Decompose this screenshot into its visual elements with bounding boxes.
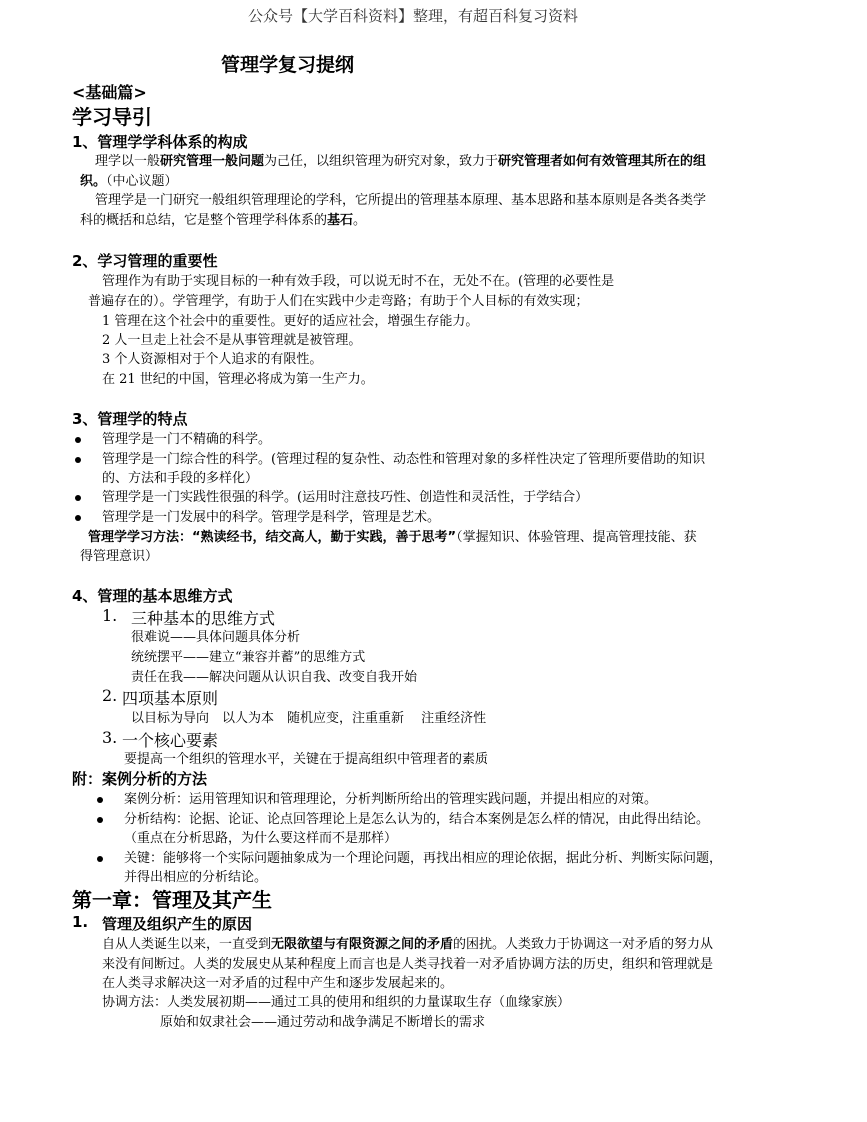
section-1-para-1b: 织。（中心议题）	[80, 174, 178, 189]
section-2-line-4: 2 人一旦走上社会不是从事管理就是被管理。	[102, 333, 362, 348]
section-1-para-1a: 理学以一般研究管理一般问题为己任，以组织管理为研究对象，致力于研究管理者如何有效管理其所在的组	[95, 154, 707, 169]
appendix-title: 附：案例分析的方法	[72, 770, 208, 788]
principle-3-number: 3.	[102, 728, 118, 747]
section-1-para-2b: 科的概括和总结，它是整个管理学科体系的基石。	[80, 213, 367, 228]
chapter-1-section-number: 1.	[72, 913, 89, 931]
section-3-bullet-2a: 管理学是一门综合性的科学。(管理过程的复杂性、动态性和管理对象的多样性决定了管理所要借助的知识	[102, 452, 706, 467]
section-2-line-2: 普遍存在的）。学管理学，有助于人们在实践中少走弯路；有助于个人目标的有效实现；	[88, 294, 589, 309]
principle-2-number: 2.	[102, 686, 118, 705]
chapter-1-para-1a: 自从人类诞生以来，一直受到无限欲望与有限资源之间的矛盾的困扰。人类致力于协调这一对矛盾的努力从	[102, 937, 714, 952]
appendix-bullet-3b: 并得出相应的分析结论。	[124, 870, 268, 885]
principle-3-title: 一个核心要素	[122, 731, 219, 750]
principle-1-number: 1.	[102, 606, 118, 625]
section-2-title: 2、学习管理的重要性	[72, 252, 218, 270]
section-3-bullet-2b: 的、方法和手段的多样化）	[102, 471, 259, 486]
appendix-bullet-2a: 分析结构：论据、论证、论点回答理论上是怎么认为的，结合本案例是怎么样的情况，由此得出结论。	[124, 812, 710, 827]
guide-heading: 学习导引	[72, 105, 152, 129]
chapter-1-para-2: 协调方法：人类发展初期——通过工具的使用和组织的力量谋取生存（血缘家族）	[102, 995, 571, 1010]
header-watermark: 公众号【大学百科资料】整理，有超百科复习资料	[248, 7, 579, 25]
section-2-line-1: 管理作为有助于实现目标的一种有效手段，可以说无时不在，无处不在。(管理的必要性是	[102, 274, 615, 289]
section-2-line-6: 在 21 世纪的中国，管理必将成为第一生产力。	[102, 372, 374, 387]
section-3-bullet-3: 管理学是一门实践性很强的科学。(运用时注意技巧性、创造性和灵活性，于学结合）	[102, 490, 589, 505]
chapter-1-para-3: 原始和奴隶社会——通过劳动和战争满足不断增长的需求	[160, 1015, 486, 1030]
section-1-title: 1、管理学学科体系的构成	[72, 133, 248, 151]
bullet-icon	[75, 457, 81, 463]
principle-1-item-a: 很难说——具体问题具体分析	[131, 630, 301, 645]
principle-1-title: 三种基本的思维方式	[131, 609, 276, 628]
section-3-bullet-4: 管理学是一门发展中的科学。管理学是科学，管理是艺术。	[102, 510, 441, 525]
chapter-1-title: 第一章：管理及其产生	[72, 888, 272, 912]
chapter-1-section-title: 管理及组织产生的原因	[102, 915, 253, 933]
section-4-title: 4、管理的基本思维方式	[72, 587, 233, 605]
section-2-line-3: 1 管理在这个社会中的重要性。更好的适应社会，增强生存能力。	[102, 314, 479, 329]
study-method-line-2: 得管理意识）	[80, 549, 159, 564]
bullet-icon	[75, 437, 81, 443]
document-title: 管理学复习提纲	[221, 54, 355, 76]
appendix-bullet-3a: 关键：能够将一个实际问题抽象成为一个理论问题，再找出相应的理论依据，据此分析、判断实际问题，	[124, 851, 723, 866]
section-2-line-5: 3 个人资源相对于个人追求的有限性。	[102, 352, 323, 367]
chapter-1-para-1b: 来没有间断过。人类的发展史从某种程度上而言也是人类寻找着一对矛盾协调方法的历史，组织和管理就是	[102, 957, 714, 972]
bullet-icon	[97, 856, 103, 862]
principle-2-title: 四项基本原则	[122, 689, 219, 708]
principle-1-item-c: 责任在我——解决问题从认识自我、改变自我开始	[131, 670, 418, 685]
principle-1-item-b: 统统摆平——建立“兼容并蓄”的思维方式	[131, 650, 366, 665]
part-label: <基础篇>	[72, 83, 147, 102]
bullet-icon	[75, 515, 81, 521]
bullet-icon	[97, 797, 103, 803]
section-3-bullet-1: 管理学是一门不精确的科学。	[102, 432, 272, 447]
appendix-bullet-2b: （重点在分析思路，为什么要这样而不是那样）	[124, 831, 398, 846]
principle-3-item: 要提高一个组织的管理水平，关键在于提高组织中管理者的素质	[124, 752, 489, 767]
appendix-bullet-1: 案例分析：运用管理知识和管理理论，分析判断所给出的管理实践问题，并提出相应的对策。	[124, 792, 658, 807]
study-method-line: 管理学学习方法：“熟读经书，结交高人，勤于实践，善于思考”（掌握知识、体验管理、提高管理技能、获	[88, 530, 697, 545]
section-1-para-2a: 管理学是一门研究一般组织管理理论的学科，它所提出的管理基本原理、基本思路和基本原则是各类各类学	[95, 193, 707, 208]
section-3-title: 3、管理学的特点	[72, 410, 188, 428]
bullet-icon	[75, 495, 81, 501]
chapter-1-para-1c: 在人类寻求解决这一对矛盾的过程中产生和逐步发展起来的。	[102, 976, 454, 991]
bullet-icon	[97, 817, 103, 823]
principle-2-items: 以目标为导向 以人为本 随机应变，注重重新 注重经济性	[131, 711, 487, 726]
